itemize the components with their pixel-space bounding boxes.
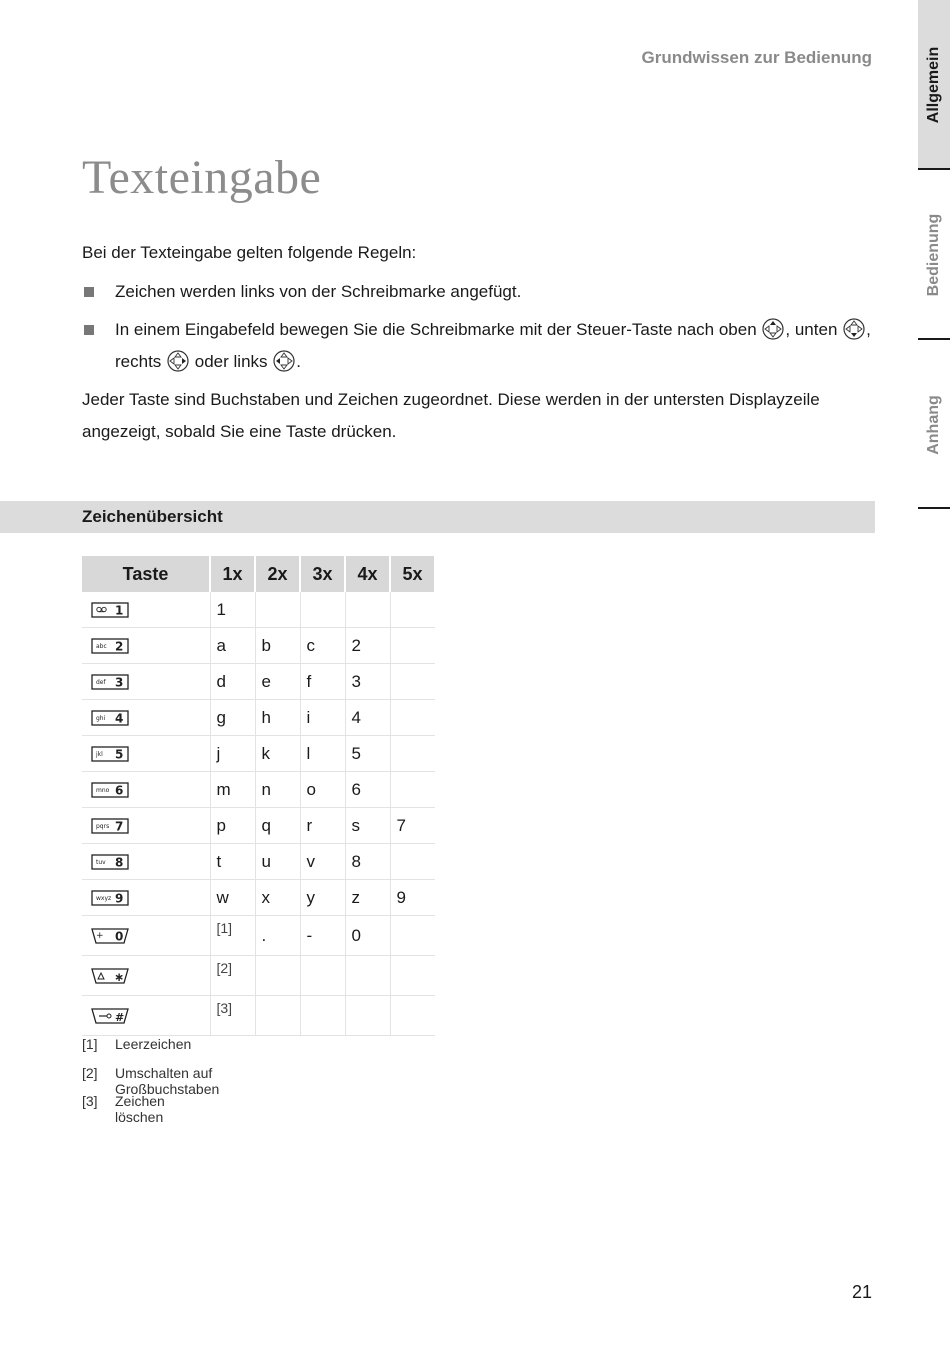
- table-row: [82, 844, 435, 880]
- footnote-text: Zeichen löschen: [115, 1093, 165, 1125]
- svg-text:8: 8: [115, 855, 124, 869]
- char-cell: t: [210, 844, 255, 880]
- key-2-abc-icon: [90, 636, 130, 656]
- char-cell: i: [300, 700, 345, 736]
- char-cell: 9: [390, 880, 435, 916]
- nav-key-down-icon: [843, 318, 865, 340]
- table-row: [82, 880, 435, 916]
- key-7-pqrs-icon: [90, 816, 130, 836]
- char-cell: b: [255, 628, 300, 664]
- side-tab-label: Bedienung: [925, 213, 942, 297]
- char-cell: [255, 592, 300, 628]
- svg-text:0: 0: [115, 929, 124, 943]
- svg-text:7: 7: [115, 819, 124, 833]
- bullet-text: [115, 314, 872, 378]
- key-cell: [82, 916, 210, 956]
- key-cell: [82, 956, 210, 996]
- key-3-def-icon: [90, 672, 130, 692]
- running-title: Grundwissen zur Bedienung: [641, 48, 872, 67]
- char-cell: [345, 592, 390, 628]
- char-cell: f: [300, 664, 345, 700]
- char-cell: [390, 592, 435, 628]
- char-cell: a: [210, 628, 255, 664]
- char-cell: [1]: [210, 916, 255, 956]
- char-cell: o: [300, 772, 345, 808]
- key-5-jkl-icon: [90, 744, 130, 764]
- nav-key-left-icon: [273, 350, 295, 372]
- char-cell: n: [255, 772, 300, 808]
- char-cell: d: [210, 664, 255, 700]
- char-cell: y: [300, 880, 345, 916]
- key-cell: [82, 736, 210, 772]
- svg-text:1: 1: [115, 603, 124, 617]
- key-cell: [82, 844, 210, 880]
- svg-text:mno: mno: [96, 786, 110, 794]
- char-cell: k: [255, 736, 300, 772]
- key-hash-lock-icon: [90, 1006, 130, 1026]
- svg-text:wxyz: wxyz: [96, 894, 112, 902]
- key-star-bell-icon: [90, 966, 130, 986]
- char-cell: w: [210, 880, 255, 916]
- char-cell: 6: [345, 772, 390, 808]
- key-cell: [82, 664, 210, 700]
- side-tab-anhang[interactable]: [918, 340, 950, 509]
- key-cell: [82, 628, 210, 664]
- column-header: 3x: [300, 556, 345, 592]
- char-cell: [390, 700, 435, 736]
- char-cell: [390, 996, 435, 1036]
- bullet-text-part: In einem Eingabefeld bewegen Sie die Schreibmarke mit der Steuer-Taste nach oben: [115, 320, 757, 339]
- svg-text:3: 3: [115, 675, 124, 689]
- svg-text:2: 2: [115, 639, 124, 653]
- bullet-text-part: , unten: [785, 320, 838, 339]
- char-cell: m: [210, 772, 255, 808]
- page-number: 21: [851, 1282, 872, 1302]
- svg-text:ghi: ghi: [96, 714, 106, 722]
- char-cell: [390, 844, 435, 880]
- bullet-text-part: oder links: [194, 352, 268, 371]
- table-row: [82, 808, 435, 844]
- key-cell: [82, 880, 210, 916]
- intro-text: Bei der Texteingabe gelten folgende Regeln:: [82, 243, 417, 262]
- table-row: [82, 628, 435, 664]
- column-header: 4x: [345, 556, 390, 592]
- table-row: [82, 956, 435, 996]
- char-cell: [255, 956, 300, 996]
- footnote-text: Leerzeichen: [115, 1036, 192, 1052]
- char-cell: 2: [345, 628, 390, 664]
- char-cell: 4: [345, 700, 390, 736]
- char-cell: s: [345, 808, 390, 844]
- footnote-ref: [1]: [82, 1036, 98, 1052]
- char-cell: p: [210, 808, 255, 844]
- char-cell: x: [255, 880, 300, 916]
- bullet-square-icon: [84, 325, 94, 335]
- bullet-text-part: rechts: [115, 352, 162, 371]
- page-title: Texteingabe: [82, 151, 322, 204]
- char-cell: q: [255, 808, 300, 844]
- key-1-voicemail-icon: [90, 600, 130, 620]
- key-8-tuv-icon: [90, 852, 130, 872]
- column-header: 1x: [210, 556, 255, 592]
- char-cell: [300, 592, 345, 628]
- bullet-text-part: .: [296, 352, 301, 371]
- svg-text:5: 5: [115, 747, 124, 761]
- char-cell: j: [210, 736, 255, 772]
- svg-text:abc: abc: [96, 642, 107, 650]
- side-tab-label: Anhang: [925, 394, 942, 455]
- key-6-mno-icon: [90, 780, 130, 800]
- table-row: [82, 592, 435, 628]
- char-cell: [390, 664, 435, 700]
- svg-text:pqrs: pqrs: [96, 822, 110, 830]
- side-tab-bedienung[interactable]: [918, 170, 950, 340]
- nav-key-up-icon: [762, 318, 784, 340]
- table-row: [82, 736, 435, 772]
- table-row: [82, 772, 435, 808]
- svg-text:4: 4: [115, 711, 124, 725]
- char-cell: v: [300, 844, 345, 880]
- side-tab-allgemein[interactable]: [918, 0, 950, 170]
- column-header: 5x: [390, 556, 435, 592]
- char-cell: h: [255, 700, 300, 736]
- table-row: [82, 916, 435, 956]
- footnote-ref: [3]: [82, 1093, 98, 1109]
- key-9-wxyz-icon: [90, 888, 130, 908]
- bullet-square-icon: [84, 287, 94, 297]
- char-cell: [390, 736, 435, 772]
- table-row: [82, 996, 435, 1036]
- column-header: 2x: [255, 556, 300, 592]
- char-cell: c: [300, 628, 345, 664]
- body-paragraph: Jeder Taste sind Buchstaben und Zeichen zugeordnet. Diese werden in der untersten Displayzeile angezeigt, sobald Sie eine Taste drücken.: [82, 390, 820, 441]
- svg-text:+: +: [96, 930, 104, 941]
- char-cell: z: [345, 880, 390, 916]
- char-cell: [2]: [210, 956, 255, 996]
- char-cell: 8: [345, 844, 390, 880]
- char-cell: [390, 628, 435, 664]
- char-cell: -: [300, 916, 345, 956]
- bullet-item: [82, 276, 872, 308]
- char-cell: r: [300, 808, 345, 844]
- svg-text:def: def: [96, 678, 106, 686]
- footnote-ref: [2]: [82, 1064, 98, 1081]
- char-cell: [300, 956, 345, 996]
- char-cell: [255, 996, 300, 1036]
- svg-text:9: 9: [115, 891, 124, 905]
- bullet-text: Zeichen werden links von der Schreibmarke angefügt.: [115, 282, 522, 301]
- key-cell: [82, 808, 210, 844]
- char-cell: g: [210, 700, 255, 736]
- char-cell: [300, 996, 345, 1036]
- char-cell: .: [255, 916, 300, 956]
- svg-text:6: 6: [115, 783, 124, 797]
- table-row: [82, 664, 435, 700]
- table-header-row: [82, 556, 435, 592]
- key-cell: [82, 700, 210, 736]
- key-cell: [82, 996, 210, 1036]
- section-title: Zeichenübersicht: [82, 507, 223, 526]
- column-header: Taste: [82, 556, 210, 592]
- char-cell: u: [255, 844, 300, 880]
- table-row: [82, 700, 435, 736]
- char-cell: [3]: [210, 996, 255, 1036]
- char-cell: 5: [345, 736, 390, 772]
- svg-text:∗: ∗: [114, 969, 125, 984]
- key-cell: [82, 772, 210, 808]
- bullet-item: [82, 314, 872, 378]
- key-cell: [82, 592, 210, 628]
- char-cell: l: [300, 736, 345, 772]
- char-cell: 1: [210, 592, 255, 628]
- char-cell: [345, 956, 390, 996]
- char-cell: [390, 772, 435, 808]
- footnote-text: Umschalten auf Großbuchstaben: [115, 1064, 220, 1097]
- character-table: [82, 556, 436, 1036]
- key-4-ghi-icon: [90, 708, 130, 728]
- key-0-plus-icon: [90, 926, 130, 946]
- char-cell: 7: [390, 808, 435, 844]
- char-cell: [345, 996, 390, 1036]
- char-cell: 0: [345, 916, 390, 956]
- bullet-text-part: ,: [866, 320, 871, 339]
- svg-text:tuv: tuv: [96, 858, 106, 866]
- char-cell: [390, 916, 435, 956]
- side-tab-label: Allgemein: [925, 46, 942, 124]
- char-cell: e: [255, 664, 300, 700]
- svg-text:#: #: [115, 1010, 125, 1024]
- nav-key-right-icon: [167, 350, 189, 372]
- char-cell: [390, 956, 435, 996]
- section-header-bar: [0, 501, 875, 533]
- tab-divider: [918, 507, 950, 509]
- char-cell: 3: [345, 664, 390, 700]
- svg-text:jkl: jkl: [96, 750, 103, 758]
